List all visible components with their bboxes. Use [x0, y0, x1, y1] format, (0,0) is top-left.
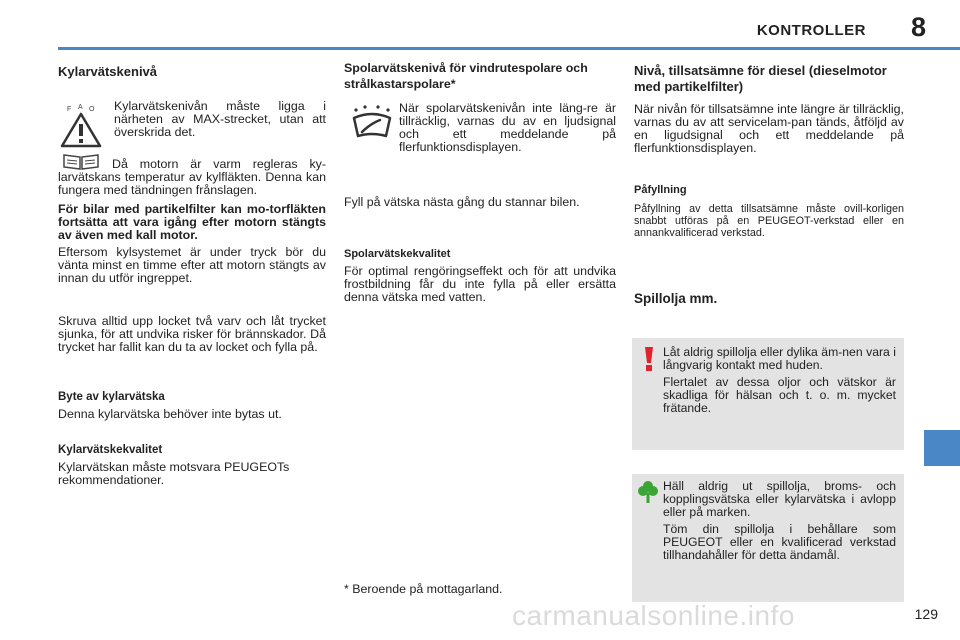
coolant-quality-title: Kylarvätskekvalitet — [58, 444, 163, 456]
diesel-additive-section — [634, 60, 904, 307]
waste-oil-title: Spillolja mm. — [634, 291, 718, 306]
diesel-additive-text: När nivån för tillsatsämne inte längre är tillräcklig, varnas du av att servicelam-pan tänds, åtföljd av en ligudsignal och ett meddelande på flerfunktionsdisplayen. — [634, 102, 904, 155]
coolant-section — [58, 60, 326, 487]
washer-section — [344, 60, 616, 304]
pressure-text: Eftersom kylsystemet är under tryck bör du vänta minst en timme efter att motorn stängts av innan du utför ingreppet. — [58, 245, 326, 285]
refill-title: Påfyllning — [634, 184, 687, 196]
coolant-quality-text: Kylarvätskan måste motsvara PEUGEOTs rekommendationer. — [58, 460, 290, 487]
page-number: 129 — [914, 606, 938, 622]
washer-fluid-icon — [350, 104, 394, 149]
coolant-change-text: Denna kylarvätska behöver inte bytas ut. — [58, 407, 282, 421]
refill-text: Påfyllning av detta tillsatsämne måste ovill-korligen snabbt utföras på en PEUGEOT-verkstad eller en annankvalificerad verkstad. — [634, 203, 904, 239]
washer-quality-title: Spolarvätskekvalitet — [344, 248, 451, 260]
washer-title: Spolarvätskenivå för vindrutespolare och strålkastarspolare* — [344, 61, 588, 91]
warning-text-1: Låt aldrig spillolja eller dylika äm-nen vara i långvarig kontakt med huden. — [663, 345, 896, 372]
coolant-warning-icon — [58, 102, 104, 171]
coolant-level-text: Kylarvätskenivån måste ligga i närheten av MAX-strecket, utan att överskrida det. — [114, 99, 326, 139]
washer-quality-text: För optimal rengöringseffekt och för att undvika frostbildning får du inte fylla på eller ersätta denna vätska med vatten. — [344, 264, 616, 304]
coolant-warm-full: Då motorn är varm regleras ky-larvätskans temperatur av kylfläkten. Denna kan fungera med tändningen frånslagen. — [58, 157, 326, 197]
svg-text:A: A — [78, 104, 83, 111]
svg-text:O: O — [89, 106, 95, 113]
cap-text: Skruva alltid upp locket två varv och låt trycket sjunka, för att undvika risker för brännskador. Då trycket har fallit kan du ta av locket och fylla på. — [58, 314, 326, 354]
chapter-tab — [924, 430, 960, 466]
diesel-additive-title: Nivå, tillsatsämne för diesel (dieselmotor med partikelfilter) — [634, 63, 887, 94]
coolant-title: Kylarvätskenivå — [58, 64, 158, 79]
warning-exclamation-icon — [642, 346, 656, 377]
particle-filter-warning: För bilar med partikelfilter kan mo-torfläkten fortsätta att vara igång efter motorn stängts av även med kall motor. — [58, 202, 326, 242]
washer-level-text: När spolarvätskenivån inte läng-re är tillräcklig, varnas du av en ljudsignal och ett meddelande på flerfunktionsdisplayen. — [399, 101, 616, 154]
header-rule — [58, 47, 960, 50]
eco-note — [632, 474, 904, 602]
watermark: carmanualsonline.info — [512, 600, 795, 631]
eco-text-1: Häll aldrig ut spillolja, broms- och kopplingsvätska eller kylarvätska i avlopp eller på marken. — [663, 479, 896, 519]
eco-tree-icon — [638, 480, 658, 509]
page-title: KONTROLLER — [756, 22, 866, 39]
svg-text:F: F — [67, 106, 72, 113]
warning-text-2: Flertalet av dessa oljor och vätskor är skadliga för hälsan och t. o. m. mycket frätande. — [663, 375, 896, 415]
footnote: * Beroende på mottagarland. — [344, 582, 503, 596]
washer-refill-text: Fyll på vätska nästa gång du stannar bilen. — [344, 195, 580, 209]
warning-note — [632, 338, 904, 450]
coolant-change-title: Byte av kylarvätska — [58, 391, 165, 403]
eco-text-2: Töm din spillolja i behållare som PEUGEOT eller en kvalificerad verkstad tillhandahåller för detta ändamål. — [663, 522, 896, 562]
chapter-number: 8 — [910, 12, 926, 42]
